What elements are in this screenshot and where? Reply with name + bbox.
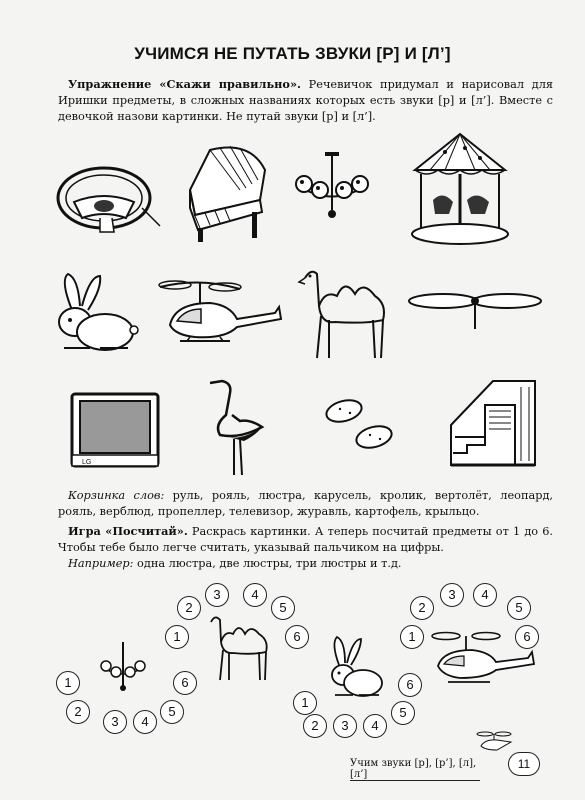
page-title: УЧИМСЯ НЕ ПУТАТЬ ЗВУКИ [Р] И [Л’]	[134, 44, 451, 63]
count-circle[interactable]: 4	[243, 583, 267, 607]
count-circle[interactable]: 1	[400, 625, 424, 649]
count-circle[interactable]: 5	[507, 596, 531, 620]
count-circle[interactable]: 2	[303, 714, 327, 738]
example-text: одна люстра, две люстры, три люстры и т.д.	[133, 557, 402, 570]
count-circle[interactable]: 6	[285, 625, 309, 649]
exercise-label: Упражнение «Скажи правильно».	[68, 77, 301, 91]
exercise-instructions	[58, 76, 553, 126]
count-circle[interactable]: 5	[391, 701, 415, 725]
count-circle[interactable]: 3	[333, 714, 357, 738]
carousel-picture	[405, 130, 515, 250]
chandelier-picture	[292, 150, 372, 230]
rabbit-small-picture	[325, 635, 385, 700]
example-line	[58, 556, 553, 572]
rabbit-picture	[50, 270, 140, 355]
grand-piano-picture	[180, 140, 280, 245]
crane-bird-picture	[200, 375, 280, 480]
count-circle[interactable]: 2	[177, 596, 201, 620]
propeller-picture	[405, 285, 545, 335]
steering-wheel-picture	[52, 160, 167, 240]
count-circle[interactable]: 3	[103, 710, 127, 734]
helicopter-picture	[155, 275, 285, 355]
count-circle[interactable]: 5	[160, 700, 184, 724]
count-circle[interactable]: 1	[293, 691, 317, 715]
game-instructions	[58, 523, 553, 556]
count-circle[interactable]: 6	[515, 625, 539, 649]
porch-picture	[445, 375, 540, 470]
chandelier-small-picture	[98, 642, 148, 697]
footer-helicopter-icon	[475, 730, 515, 754]
word-basket-label: Корзинка слов:	[68, 489, 165, 502]
example-label: Например:	[68, 557, 134, 570]
footer-caption: Учим звуки [р], [р’], [л], [л’]	[350, 758, 480, 781]
word-basket	[58, 488, 553, 520]
count-circle[interactable]: 5	[271, 596, 295, 620]
game-label: Игра «Посчитай».	[68, 524, 188, 538]
count-circle[interactable]: 6	[398, 673, 422, 697]
count-circle[interactable]: 1	[165, 625, 189, 649]
television-picture	[70, 392, 162, 472]
count-circle[interactable]: 4	[133, 710, 157, 734]
helicopter-small-picture	[428, 628, 538, 688]
camel-picture	[295, 260, 395, 365]
count-circle[interactable]: 3	[440, 583, 464, 607]
count-circle[interactable]: 2	[66, 700, 90, 724]
count-circle[interactable]: 3	[205, 583, 229, 607]
potatoes-picture	[320, 395, 400, 455]
exercise-text: Речевичок придумал и нарисовал для Иришки предметы, в сложных названиях которых есть звуки [р] и [л’]. Вместе с девочкой назови картинки. Не путай звуки [р] и [л’].	[58, 78, 553, 124]
game-text: Раскрась картинки. А теперь посчитай предметы от 1 до 6. Чтобы тебе было легче считать, указывай пальчиком на цифры.	[58, 525, 553, 555]
count-circle[interactable]: 6	[173, 671, 197, 695]
count-circle[interactable]: 4	[473, 583, 497, 607]
page-number: 11	[508, 752, 540, 776]
tv-brand-label: LG	[82, 459, 92, 466]
camel-small-picture	[205, 610, 275, 685]
count-circle[interactable]: 2	[410, 596, 434, 620]
word-basket-text: руль, рояль, люстра, карусель, кролик, вертолёт, леопард, рояль, верблюд, пропеллер, телевизор, журавль, картофель, крыльцо.	[58, 489, 553, 519]
count-circle[interactable]: 4	[363, 714, 387, 738]
count-circle[interactable]: 1	[56, 671, 80, 695]
